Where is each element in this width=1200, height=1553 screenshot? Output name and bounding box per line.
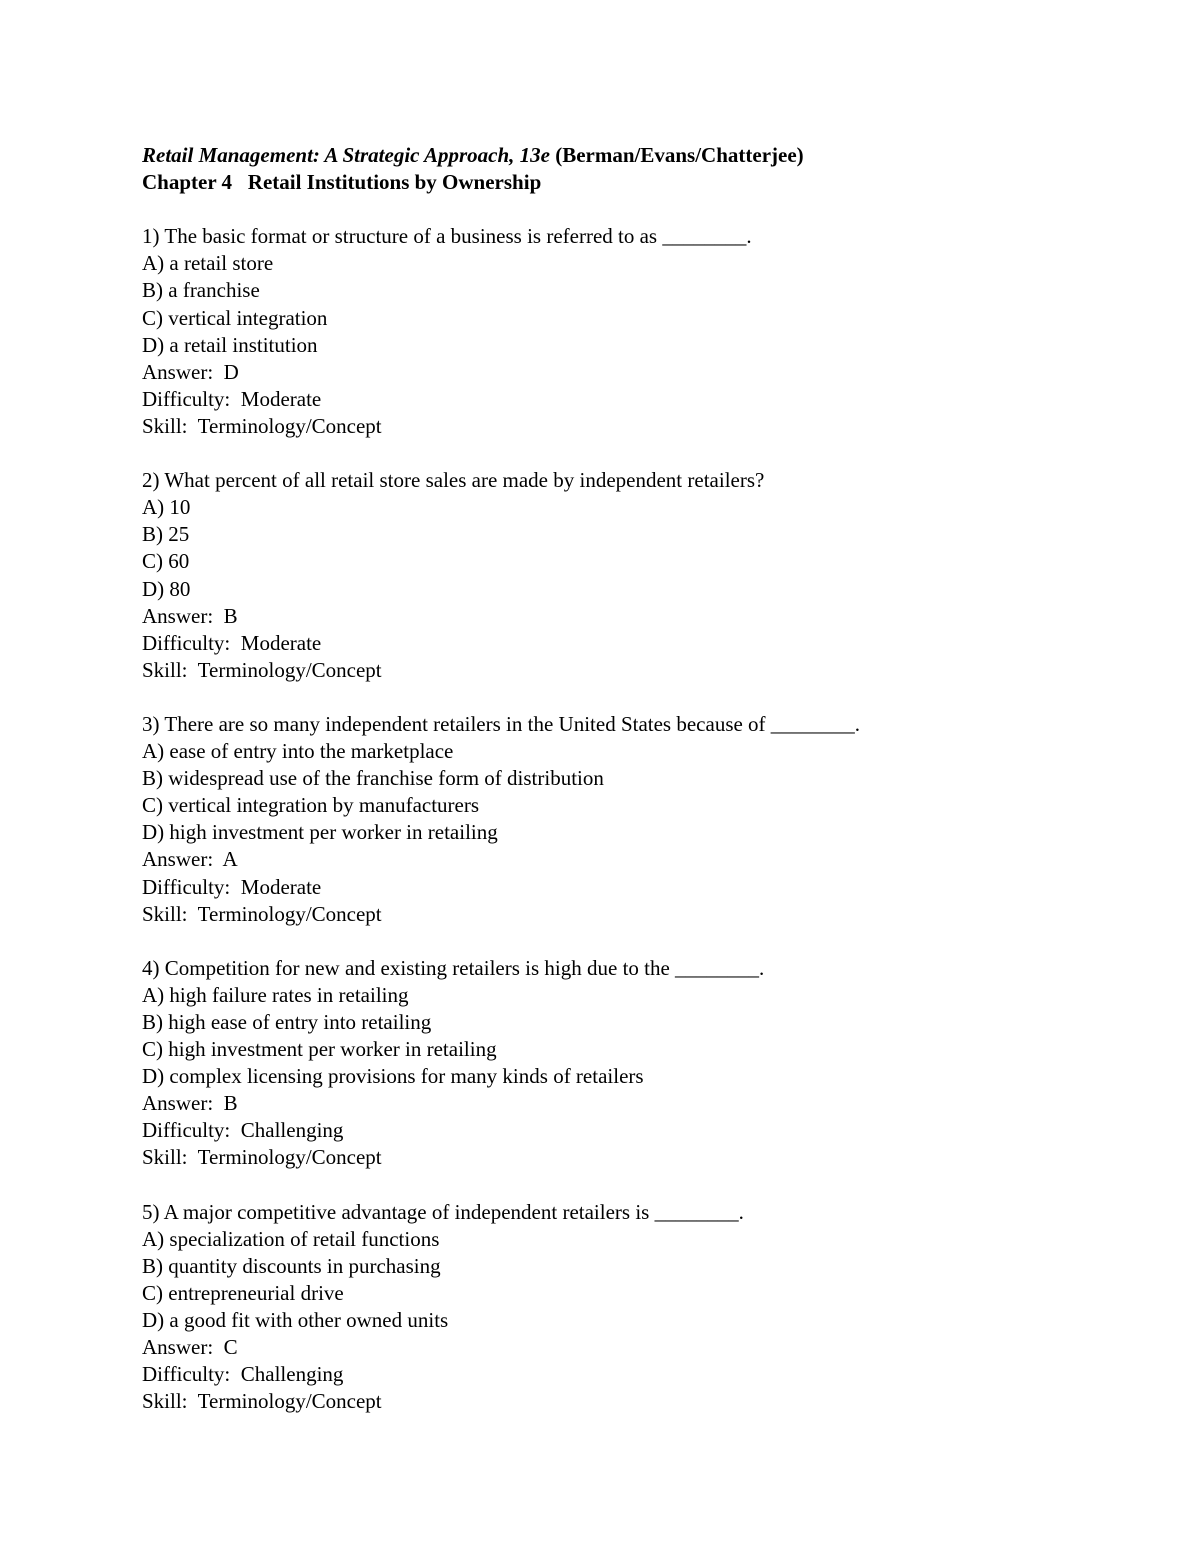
question-5 (142, 1199, 1072, 1416)
option-a: A) 10 (142, 495, 191, 520)
question-stem: 3) There are so many independent retailers in the United States because of ________. (142, 711, 861, 736)
option-c: C) entrepreneurial drive (142, 1280, 344, 1305)
skill-line: Skill: Terminology/Concept (142, 1389, 382, 1414)
answer-line: Answer: B (142, 603, 238, 628)
question-stem: 2) What percent of all retail store sales are made by independent retailers? (142, 468, 765, 493)
answer-line: Answer: B (142, 1091, 238, 1116)
option-c: C) vertical integration (142, 305, 328, 330)
skill-line: Skill: Terminology/Concept (142, 413, 382, 438)
difficulty-line: Difficulty: Challenging (142, 1362, 344, 1387)
book-title: Retail Management: A Strategic Approach, 13e (142, 143, 550, 167)
question-4 (142, 955, 1072, 1172)
question-1 (142, 223, 1072, 440)
book-authors: (Berman/Evans/Chatterjee) (555, 143, 804, 167)
option-b: B) a franchise (142, 278, 260, 303)
option-b: B) 25 (142, 522, 190, 547)
difficulty-line: Difficulty: Moderate (142, 874, 322, 899)
difficulty-line: Difficulty: Moderate (142, 630, 322, 655)
option-a: A) high failure rates in retailing (142, 982, 409, 1007)
document-title (142, 142, 1072, 169)
option-a: A) ease of entry into the marketplace (142, 739, 454, 764)
skill-line: Skill: Terminology/Concept (142, 657, 382, 682)
option-b: B) widespread use of the franchise form of distribution (142, 766, 604, 791)
question-stem: 4) Competition for new and existing retailers is high due to the ________. (142, 955, 765, 980)
question-2 (142, 467, 1072, 684)
option-d: D) high investment per worker in retailing (142, 820, 498, 845)
skill-line: Skill: Terminology/Concept (142, 1145, 382, 1170)
option-d: D) a good fit with other owned units (142, 1308, 449, 1333)
option-c: C) vertical integration by manufacturers (142, 793, 480, 818)
option-d: D) 80 (142, 576, 191, 601)
skill-line: Skill: Terminology/Concept (142, 901, 382, 926)
question-stem: 5) A major competitive advantage of independent retailers is ________. (142, 1199, 744, 1224)
option-d: D) a retail institution (142, 332, 318, 357)
option-a: A) a retail store (142, 251, 274, 276)
chapter-heading: Chapter 4 Retail Institutions by Ownership (142, 170, 542, 195)
option-a: A) specialization of retail functions (142, 1226, 440, 1251)
option-b: B) high ease of entry into retailing (142, 1010, 432, 1034)
option-c: C) 60 (142, 549, 190, 574)
difficulty-line: Difficulty: Moderate (142, 386, 322, 411)
question-3 (142, 711, 1072, 928)
option-c: C) high investment per worker in retailing (142, 1037, 497, 1062)
answer-line: Answer: D (142, 359, 239, 384)
question-stem: 1) The basic format or structure of a business is referred to as ________. (142, 224, 752, 249)
option-d: D) complex licensing provisions for many kinds of retailers (142, 1064, 644, 1089)
difficulty-line: Difficulty: Challenging (142, 1118, 344, 1143)
option-b: B) quantity discounts in purchasing (142, 1253, 441, 1278)
answer-line: Answer: A (142, 847, 238, 872)
document-page (142, 142, 1072, 1415)
answer-line: Answer: C (142, 1335, 238, 1360)
